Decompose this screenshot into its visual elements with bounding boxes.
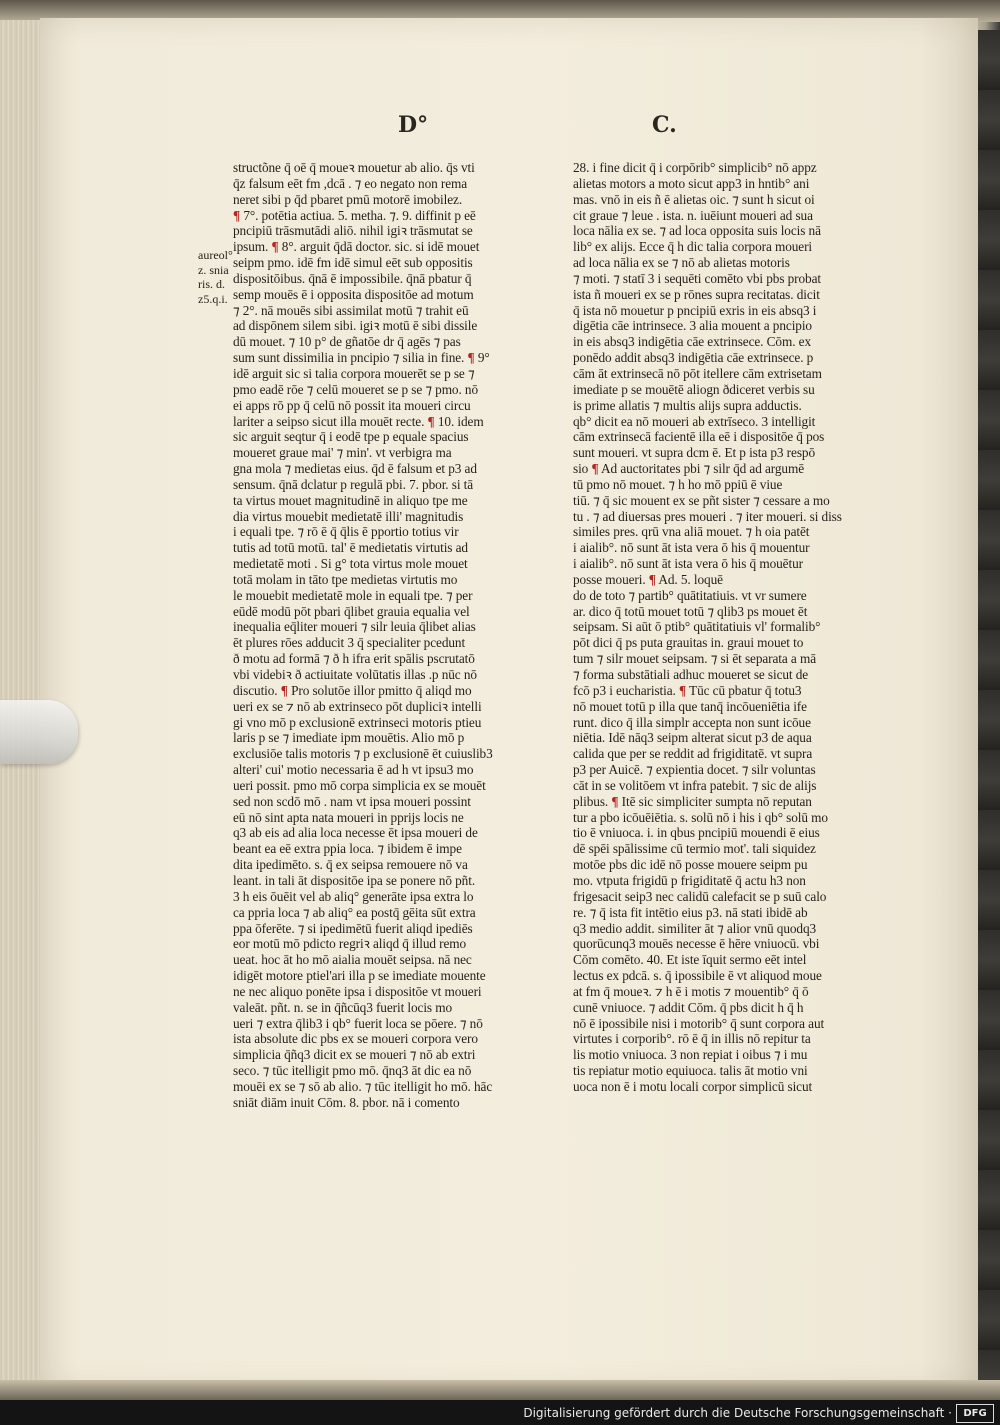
text-line: runt. dico q̄ illa simplr accepta non sunt icōue: [573, 714, 811, 730]
text-line: valeāt. pñt. n. se in q̄ñcūq3 fuerit locis mo: [233, 999, 453, 1015]
text-line: sunt moueri. vt supra dcm ē. Et p ista p3 respō: [573, 445, 815, 461]
text-line: lib° ex alijs. Ecce q̄ h dic talia corpora moueri: [573, 239, 813, 255]
text-line: le mouebit medietatē mole in equali tpe. ⁊ per: [233, 587, 473, 603]
text-line: ista absolute dic pbs ex se moueri corpora vero: [233, 1031, 478, 1047]
text-line: moueret graue mai' ⁊ min'. vt verbigra ma: [233, 445, 452, 461]
text-line: leant. in tali āt dispositōe ipa se ponere nō pñt.: [233, 872, 476, 888]
text-line: alietas motors a moto sicut app3 in hntib° ani: [573, 175, 810, 191]
rubric-mark: ¶: [271, 239, 279, 255]
text-line: tutis ad totū motū. tal' ē medietatis virtutis ad: [233, 540, 468, 556]
rubric-mark: ¶: [233, 207, 241, 223]
text-line: calida que per se reddit ad frigiditatē. vt supra: [573, 746, 813, 762]
text-line: at fm q̄ moueꝛ. ⁊ h ē i motis ⁊ mouentib° q̄ ō: [573, 983, 809, 999]
text-line: re. ⁊ q̄ ista fit intētio eius p3. nā stati ibidē ab: [573, 904, 808, 920]
text-line: ð motu ad formā ⁊ ð h ifra erit spālis pscrutatō: [233, 651, 475, 667]
text-line: plibus. ¶ Itē sic simpliciter sumpta nō reputan: [573, 793, 812, 809]
text-line: dia virtus mouebit medietatē illi' magnitudis: [233, 508, 464, 524]
text-line: in eis absq3 indigētia cāe extrinsece. Cōm. ex: [573, 334, 811, 350]
text-line: dispositōibus. q̄nā ē impossibile. q̄nā pbatur q̄: [233, 270, 472, 286]
text-line: i equali tpe. ⁊ rō ē q̄ q̄lis ē pportio totius vir: [233, 524, 459, 540]
text-line: dita ipedimēto. s. q̄ ex seipsa remouere nō va: [233, 857, 468, 873]
text-line: eor motū mō pdicto regriꝛ aliqd q̄ illud remo: [233, 936, 467, 952]
text-line: idē arguit sic si talia corpora mouerēt se p se ⁊: [233, 365, 475, 381]
text-line: mas. vnō in eis ñ ē alietas oic. ⁊ sunt h sicut oi: [573, 191, 815, 207]
text-line: vbi videbiꝛ ð actiuitate volūtatis illas .p nūc nō: [233, 667, 477, 682]
text-line: ⁊ moti. ⁊ statī 3 i sequēti comēto vbi pbs probat: [573, 270, 822, 286]
text-line: ne nec aliquo ponēte ipsa i dispositōe vt moueri: [233, 983, 482, 999]
rubric-mark: ¶: [648, 571, 656, 587]
text-line: nō ē ipossibile nisi i motorib° q̄ sunt corpora aut: [573, 1015, 825, 1031]
text-line: ad loca nālia ex se ⁊ nō ab alietas motoris: [573, 255, 790, 271]
text-line: sed non scdō mō . nam vt ipsa moueri possint: [233, 793, 471, 809]
text-line: cit graue ⁊ leue . ista. n. iuēiunt moueri ad sua: [573, 207, 813, 223]
text-line: neret sibi p q̄d pbaret pmū motorē imobilez.: [233, 191, 463, 207]
dfg-logo: DFG: [956, 1404, 994, 1423]
text-line: ¶ 7°. potētia actiua. 5. metha. ⁊. 9. diffinit p eē: [233, 207, 476, 223]
text-line: sum sunt dissimilia in pncipio ⁊ silia in fine. ¶ 9°: [233, 350, 490, 366]
book-bottom-edge: [0, 1380, 1000, 1400]
text-line: lariter a seipso sicut illa mouēt recte. ¶ 10. idem: [233, 413, 484, 429]
text-line: frigesacit seip3 nec calidū calefacit se p suū calo: [573, 888, 827, 904]
text-line: beant ea eē extra ppia loca. ⁊ ibidem ē impe: [233, 841, 462, 857]
text-line: lis motio vniuoca. 3 non repiat i oibus ⁊ i mu: [573, 1047, 808, 1063]
text-line: ueat. hoc āt ho mō aialia mouēt seipsa. nā nec: [233, 952, 472, 968]
book-cover-edge: [978, 30, 1000, 1390]
text-line: exclusiōe talis motoris ⁊ p exclusionē ēt cuiuslib3: [233, 746, 493, 762]
text-line: pōt dici q̄ ps puta grauitas in. graui mouet to: [573, 635, 804, 651]
rubric-mark: ¶: [611, 793, 619, 809]
text-line: totā molam in tāto tpe medietas virtutis mo: [233, 571, 458, 587]
text-line: ta virtus mouet magnitudinē in aliquo tpe me: [233, 492, 468, 508]
text-line: eū nō sint apta nata moueri in pprijs locis ne: [233, 809, 464, 825]
left-text-column: [233, 160, 558, 1111]
text-line: q3 medio addit. similiter āt ⁊ alior vnū quodq3: [573, 920, 817, 936]
text-line: tur a pbo icōuēiētia. s. solū nō i his i qb° solū mo: [573, 809, 828, 825]
text-line: tiū. ⁊ q̄ sic mouent ex se pñt sister ⁊ cessare a mo: [573, 492, 830, 508]
text-line: mo. vtputa frigidū p frigiditatē q̄ actu h3 non: [573, 872, 806, 888]
text-line: ēt plures rōes adducit 3 q̄ specialiter pcedunt: [233, 635, 466, 651]
text-line: loca nālia ex se. ⁊ ad loca opposita suis locis nā: [573, 223, 821, 239]
text-line: p3 per Auicē. ⁊ expientia docet. ⁊ silr voluntas: [573, 762, 816, 778]
text-line: ponēdo addit absq3 indigētia cāe extrinsece. p: [573, 350, 814, 366]
text-line: posse moueri. ¶ Ad. 5. loquē: [573, 571, 723, 587]
text-line: medietatē moti . Si g° tota virtus mole mouet: [233, 556, 468, 572]
text-line: 3 h eis ōuēit vel ab aliq° generāte ipsa extra lo: [233, 888, 474, 904]
text-line: cām āt extrinsecā nō pōt itellere cām extrisetam: [573, 365, 822, 381]
text-line: gna mola ⁊ medietas eius. q̄d ē falsum et p3 ad: [233, 461, 477, 477]
text-line: Cōm comēto. 40. Et iste īquit sermo eēt intel: [573, 952, 807, 968]
text-line: pmo eadē rōe ⁊ celū moueret se p se ⁊ pmo. nō: [233, 381, 479, 397]
text-line: 28. i fine dicit q̄ i corpōrib° simplicib° nō appz: [573, 160, 817, 175]
right-text-column: [573, 160, 895, 1095]
text-line: pncipiū trāsmutādi aliō. nihil igiꝛ trāsmutat se: [233, 223, 473, 239]
rubric-mark: ¶: [467, 350, 475, 366]
text-line: digētia cāe intrinsece. 3 alia mouent a pncipio: [573, 318, 812, 334]
text-line: gi vno mō p exclusionē extrinseci motoris ptieu: [233, 714, 482, 730]
text-line: ipsum. ¶ 8°. arguit q̄dā doctor. sic. si idē mouet: [233, 239, 480, 255]
text-line: ista ñ moueri ex se p rōnes supra recitatas. dicit: [573, 286, 820, 302]
rubric-mark: ¶: [678, 682, 687, 698]
footer-credit-text: Digitalisierung gefördert durch die Deutsche Forschungsgemeinschaft ·: [523, 1406, 952, 1420]
text-line: dē spēi spālissime cū termio mot'. tali siquidez: [573, 841, 816, 857]
text-line: quorūcunq3 mouēs necesse ē hēre vniuocū. vbi: [573, 936, 820, 952]
text-line: inequalia eq̄liter moueri ⁊ silr leuia q̄libet alias: [233, 619, 476, 635]
text-line: q̄ ista nō mouetur p pncipiū exris in eis absq3 i: [573, 302, 817, 318]
text-line: imediate p se mouētē aliogn ðdiceret verbis su: [573, 381, 815, 397]
text-line: cāt in se volitōem vt infra patebit. ⁊ sic de alijs: [573, 777, 817, 793]
text-line: cunē vniuoce. ⁊ addit Cōm. q̄ pbs dicit h q̄ h: [573, 999, 804, 1015]
text-line: dū mouet. ⁊ 10 p° de gñatōe dr q̄ agēs ⁊ pas: [233, 334, 461, 350]
rubric-mark: ¶: [280, 682, 288, 698]
text-line: sio ¶ Ad auctoritates pbi ⁊ silr q̄d ad argumē: [573, 461, 805, 477]
text-line: cām extrinsecā facientē illa eē i dispositōe q̄ pos: [573, 429, 825, 445]
text-line: seco. ⁊ tūc itelligit pmo mō. q̄nq3 āt dic ea nō: [233, 1063, 472, 1079]
text-line: virtutes i corporib°. rō ē q̄ in illis nō repitur ta: [573, 1031, 811, 1047]
text-line: is prime allatis ⁊ multis alijs supra adductis.: [573, 397, 802, 413]
text-line: tu . ⁊ ad diuersas pres moueri . ⁊ iter moueri. si diss: [573, 508, 842, 524]
text-line: discutio. ¶ Pro solutōe illor pmitto q̄ aliqd mo: [233, 682, 472, 698]
text-line: ca ppria loca ⁊ ab aliq° ea postq̄ gēita sūt extra: [233, 904, 476, 920]
text-line: ad dispōnem silem sibi. igiꝛ motū ē sibi dissile: [233, 318, 478, 334]
rubric-mark: ¶: [427, 413, 435, 429]
text-line: niētia. Idē nāq3 seipm alterat sicut p3 de aqua: [573, 730, 812, 746]
text-line: seipm pmo. idē fm idē simul eēt sub oppositis: [233, 255, 473, 271]
text-line: i aialib°. nō sunt āt ista vera ō his q̄ mouētur: [573, 556, 803, 572]
text-line: laris p se ⁊ imediate ipm mouētis. Alio mō p: [233, 730, 465, 746]
text-line: sniāt diām inuit Cōm. 8. pbor. nā i comento: [233, 1094, 460, 1110]
text-line: ⁊ 2°. nā mouēs sibi assimilat motū ⁊ trahit eū: [233, 302, 469, 318]
text-line: similes pres. qrū vna aliā mouet. ⁊ h oia patēt: [573, 524, 810, 540]
text-line: qb° dicit ea nō moueri ab extrīseco. 3 intelligit: [573, 413, 816, 429]
text-line: sic arguit seqtur q̄ i eodē tpe p equale spacius: [233, 429, 469, 445]
text-line: lectus ex pdcā. s. q̄ ipossibile ē vt aliquod moue: [573, 968, 822, 984]
text-line: fcō p3 i eucharistia. ¶ Tūc cū pbatur q̄ totu3: [573, 682, 802, 698]
header-right-mark: C.: [652, 112, 677, 138]
page-holder-clip: [0, 700, 78, 764]
marginal-note: aureol° z. snia ris. d. z5.q.i.: [198, 248, 233, 306]
text-line: ei apps rō pp q̄ celū nō possit ita moueri circu: [233, 397, 471, 413]
text-line: q̄z falsum eēt fm ,dcā . ⁊ eo negato non rema: [233, 175, 468, 191]
text-line: structõne q̄ oē q̄ moueꝛ mouetur ab alio. q̄s vti: [233, 160, 475, 175]
text-line: q3 ab eis ad alia loca necesse ēt ipsa moueri de: [233, 825, 478, 841]
text-line: nō mouet totū p illa que tanq̄ incōueniētia ife: [573, 698, 807, 714]
text-line: seipsam. Si aūt ō ptib° quātitatiuis vl' formalib°: [573, 619, 821, 635]
text-line: simplicia q̄ñq3 dicit ex se moueri ⁊ nō ab extri: [233, 1047, 476, 1063]
text-line: motōe pbs dic idē nō posse mouere seipm pu: [573, 857, 808, 873]
text-line: i aialib°. nō sunt āt ista vera ō his q̄ mouentur: [573, 540, 810, 556]
text-line: alteri' cui' motio necessaria ē ad h vt ipsu3 mo: [233, 762, 474, 778]
text-line: ueri possit. pmo mō corpa simplicia ex se mouēt: [233, 777, 486, 793]
text-line: tis repiatur motio equiuoca. talis āt motio vni: [573, 1063, 808, 1079]
rubric-mark: ¶: [591, 461, 599, 477]
digitization-footer: [0, 1400, 1000, 1425]
text-line: ueri ex se ⁊ nō ab extrinseco pōt dupliciꝛ intelli: [233, 698, 482, 714]
text-line: tū pmo nō mouet. ⁊ h ho mō ppiū ē viue: [573, 476, 783, 492]
text-line: ar. dico q̄ totū mouet totū ⁊ qlib3 ps mouet ēt: [573, 603, 808, 619]
text-line: eūdē modū pōt pbari q̄libet grauia equalia vel: [233, 603, 470, 619]
text-line: ppa ōferēte. ⁊ si ipedimētū fuerit aliqd ipediēs: [233, 920, 473, 936]
text-line: uoca non ē i motu locali corpor simplicū sicut: [573, 1078, 813, 1094]
text-line: ⁊ forma substātiali adhuc moueret se sicut de: [573, 667, 809, 682]
text-line: tio ē vniuoca. i. in qbus pncipiū mouendi ē eius: [573, 825, 820, 841]
text-line: mouēi ex se ⁊ sō ab alio. ⁊ tūc itelligit ho mō. hāc: [233, 1078, 493, 1094]
header-left-mark: D°: [398, 112, 429, 138]
text-line: semp mouēs ē i opposita dispositōe ad motum: [233, 286, 474, 302]
text-line: idigēt motore ptiel'ari illa p se imediate mouente: [233, 968, 486, 984]
text-line: tum ⁊ silr mouet seipsam. ⁊ si ēt separata a mā: [573, 651, 817, 667]
text-line: ueri ⁊ extra q̄lib3 i qb° fuerit loca se pōere. ⁊ nō: [233, 1015, 483, 1031]
text-line: do de toto ⁊ partib° quātitatiuis. vt vr sumere: [573, 587, 807, 603]
text-line: sensum. q̄nā dclatur p regulā pbi. 7. pbor. si tā: [233, 476, 474, 492]
